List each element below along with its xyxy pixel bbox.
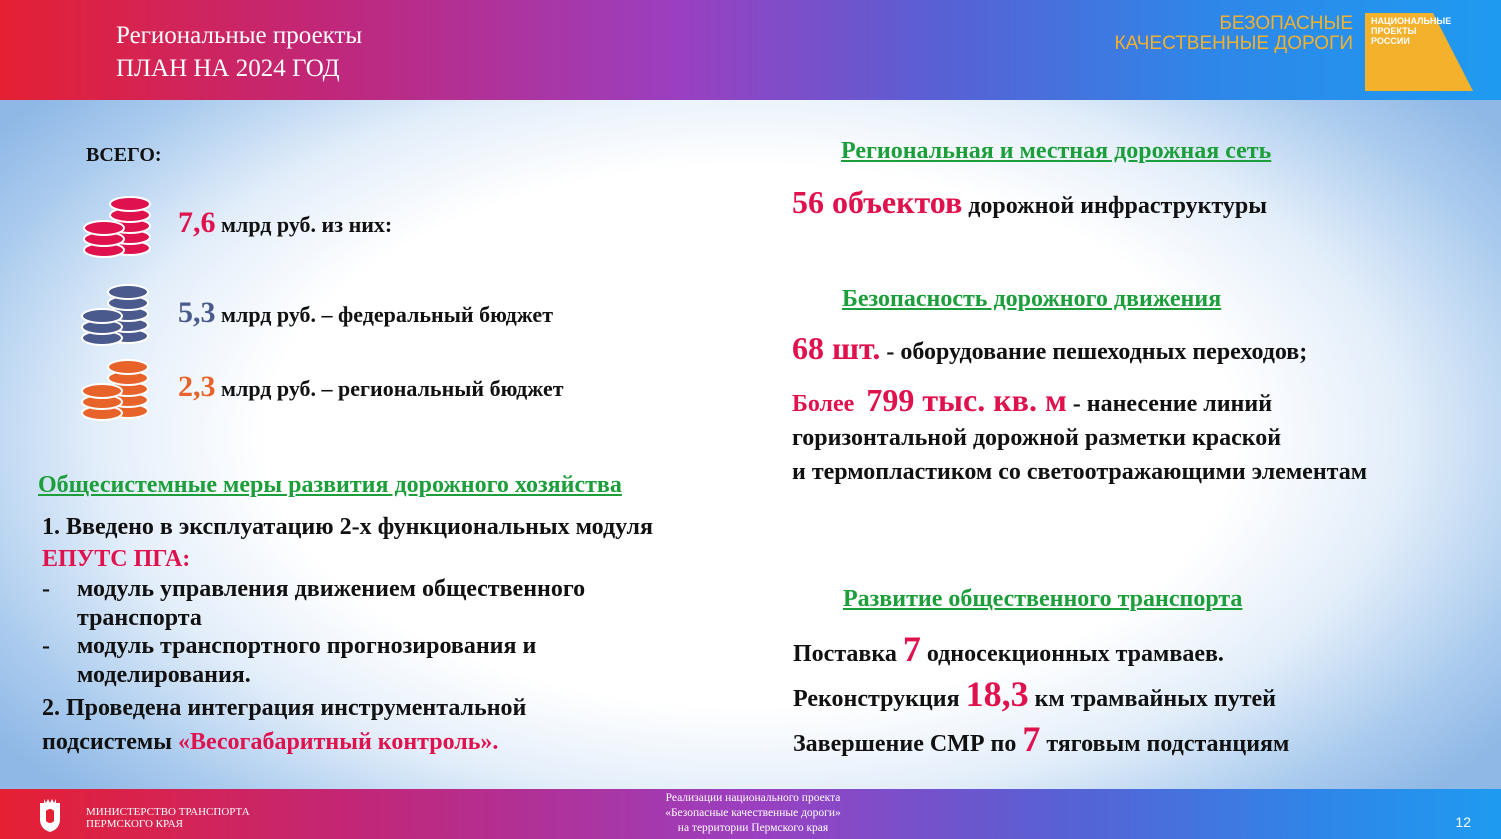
measures-item2-line2	[42, 729, 498, 756]
marking-row	[792, 382, 1272, 419]
transport-line3-prefix: Завершение СМР по	[793, 731, 1017, 757]
measures-sub1-line2: транспорта	[77, 605, 202, 631]
footer-center-line2: «Безопасные качественные дороги»	[665, 807, 841, 819]
footer-bar	[0, 789, 1501, 839]
regional-text: млрд руб. – региональный бюджет	[221, 376, 564, 401]
logo-small-line1: НАЦИОНАЛЬНЫЕ	[1371, 16, 1452, 26]
header-bar	[0, 0, 1501, 100]
page-number: 12	[1455, 814, 1471, 830]
ministry-name	[86, 806, 250, 830]
marking-text-line3: и термопластиком со светоотражающими элементам	[792, 459, 1368, 485]
transport-line3-text: тяговым подстанциям	[1046, 731, 1290, 757]
perm-crest-icon	[38, 797, 62, 833]
coin-stack-icon	[80, 355, 152, 425]
regional-value: 2,3	[178, 370, 216, 403]
measures-sub1-line1: модуль управления движением общественного	[77, 576, 586, 602]
measures-sub2-line1: модуль транспортного прогнозирования и	[77, 633, 537, 659]
logo-small-text	[1371, 16, 1451, 46]
transport-line2-text: км трамвайных путей	[1034, 686, 1276, 712]
total-value: 7,6	[178, 206, 216, 239]
transport-line1-value: 7	[902, 629, 921, 669]
road-network-heading: Региональная и местная дорожная сеть	[841, 138, 1272, 164]
footer-center-text	[618, 791, 888, 836]
marking-value: 799 тыс. кв. м	[866, 382, 1067, 418]
logo-line1: БЕЗОПАСНЫЕ	[1219, 13, 1353, 34]
transport-line1-text: односекционных трамваев.	[926, 641, 1224, 667]
measures-sub2-line2: моделирования.	[77, 662, 251, 688]
road-network-row	[792, 184, 1267, 221]
logo-line2: КАЧЕСТВЕННЫЕ ДОРОГИ	[1114, 33, 1353, 54]
header-title-line1: Региональные проекты	[116, 22, 363, 49]
header-title-line2: ПЛАН НА 2024 ГОД	[116, 55, 340, 82]
transport-line2-prefix: Реконструкция	[793, 686, 960, 712]
measures-item1-highlight: ЕПУТС ПГА:	[42, 546, 191, 572]
total-text: млрд руб. из них:	[221, 212, 393, 237]
road-network-value: 56 объектов	[792, 184, 963, 220]
federal-text: млрд руб. – федеральный бюджет	[221, 302, 553, 327]
marking-text-line1: - нанесение линий	[1072, 391, 1273, 417]
measures-item2-line1: 2. Проведена интеграция инструментальной	[42, 695, 527, 721]
footer-center-line3: на территории Пермского края	[677, 822, 829, 834]
road-network-text: дорожной инфраструктуры	[968, 193, 1267, 219]
marking-text-line2: горизонтальной дорожной разметки краской	[792, 425, 1282, 451]
transport-line2-value: 18,3	[965, 674, 1029, 714]
total-row	[178, 206, 392, 240]
measures-item2-highlight: «Весогабаритный контроль».	[177, 729, 499, 755]
project-logo-text	[1115, 14, 1353, 54]
transport-line1	[793, 628, 1224, 670]
ministry-line2: ПЕРМСКОГО КРАЯ	[86, 818, 184, 830]
federal-row	[178, 296, 553, 330]
measures-item2-prefix: подсистемы	[42, 729, 178, 755]
measures-item1: 1. Введено в эксплуатацию 2-х функциональных модуля	[42, 514, 653, 540]
regional-row	[178, 370, 564, 404]
crossings-text: - оборудование пешеходных переходов;	[886, 339, 1308, 365]
transport-line3-value: 7	[1022, 719, 1041, 759]
logo-small-line3: РОССИИ	[1371, 36, 1410, 46]
transport-heading: Развитие общественного транспорта	[843, 586, 1243, 612]
coin-stack-icon	[82, 192, 154, 262]
total-label: ВСЕГО:	[86, 144, 162, 166]
footer-center-line1: Реализации национального проекта	[665, 792, 841, 804]
logo-small-line2: ПРОЕКТЫ	[1371, 26, 1417, 36]
measures-heading: Общесистемные меры развития дорожного хозяйства	[38, 472, 622, 498]
crossings-row	[792, 330, 1307, 367]
ministry-line1: МИНИСТЕРСТВО ТРАНСПОРТА	[86, 806, 250, 818]
federal-value: 5,3	[178, 296, 216, 329]
transport-line2	[793, 673, 1276, 715]
crossings-value: 68 шт.	[792, 330, 881, 366]
transport-line1-prefix: Поставка	[793, 641, 897, 667]
coin-stack-icon	[80, 280, 152, 350]
safety-heading: Безопасность дорожного движения	[842, 286, 1222, 312]
marking-prefix: Более	[792, 391, 855, 417]
bullet: -	[42, 576, 50, 602]
transport-line3	[793, 718, 1289, 760]
bullet: -	[42, 633, 50, 659]
